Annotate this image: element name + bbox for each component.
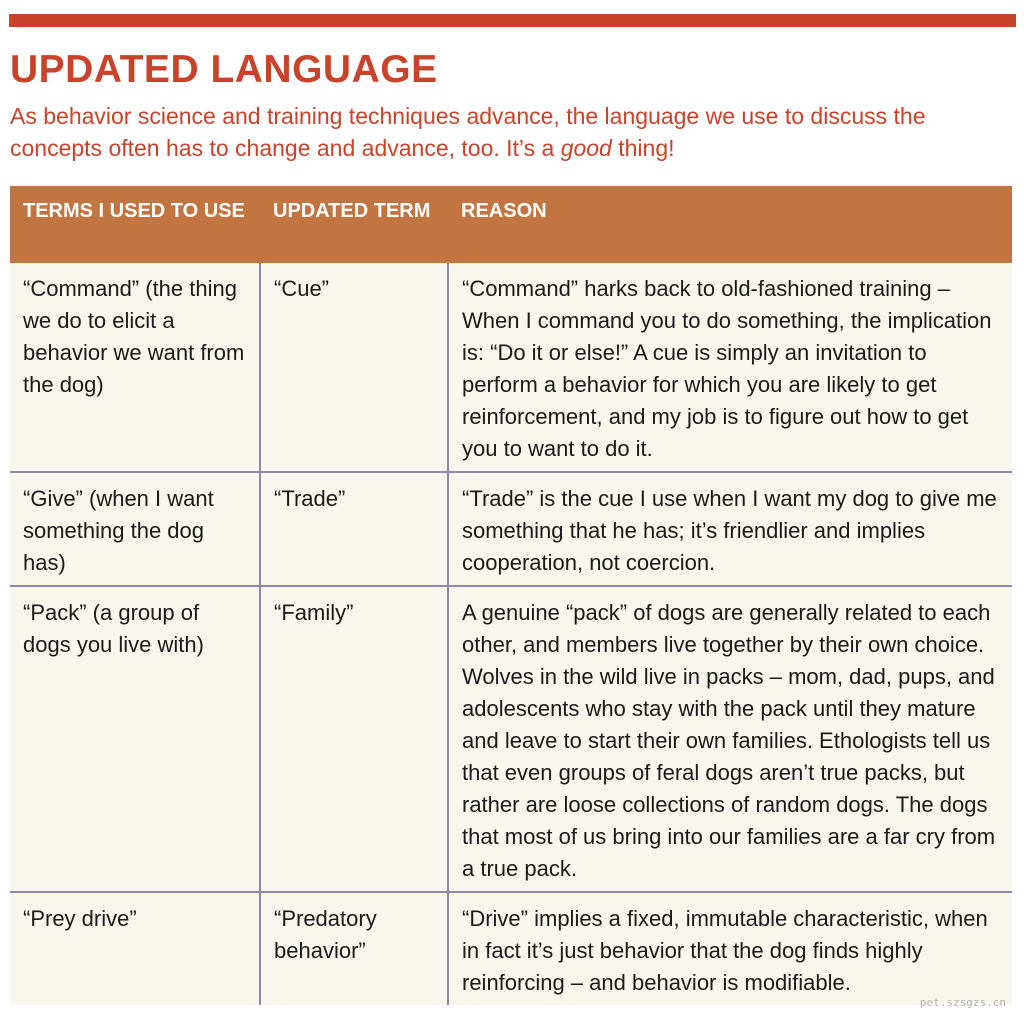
table-row bbox=[10, 263, 1012, 472]
updated-term-cell: “Predatory behavior” bbox=[260, 892, 448, 1005]
header-updated-term: UPDATED TERM bbox=[273, 200, 431, 222]
subtitle-text: As behavior science and training techniques advance, the language we use to discuss the concepts often has to change and advance, too. It’s a bbox=[10, 103, 926, 161]
header-row bbox=[10, 186, 1012, 263]
subtitle-emphasis: good bbox=[560, 135, 612, 161]
table-row bbox=[10, 586, 1012, 892]
header-old-terms: TERMS I USED TO USE bbox=[23, 200, 245, 222]
table-header bbox=[10, 186, 1012, 263]
subtitle-text-end: thing! bbox=[611, 135, 675, 161]
reason-cell: “Trade” is the cue I use when I want my dog to give me something that he has; it’s friendlier and implies cooperation, not coercion. bbox=[448, 472, 1012, 586]
table-row bbox=[10, 472, 1012, 586]
old-term-cell: “Give” (when I want something the dog has) bbox=[10, 472, 260, 586]
page-subtitle bbox=[10, 100, 1000, 164]
updated-term-cell: “Trade” bbox=[260, 472, 448, 586]
updated-term-cell: “Family” bbox=[260, 586, 448, 892]
updated-term-cell: “Cue” bbox=[260, 263, 448, 472]
reason-cell: “Drive” implies a fixed, immutable characteristic, when in fact it’s just behavior that the dog finds highly reinforcing – and behavior is modifiable. bbox=[448, 892, 1012, 1005]
watermark: pet.szsgzs.cn bbox=[919, 996, 1006, 1009]
old-term-cell: “Command” (the thing we do to elicit a behavior we want from the dog) bbox=[10, 263, 260, 472]
page-title: UPDATED LANGUAGE bbox=[10, 48, 438, 91]
table-row bbox=[10, 892, 1012, 1005]
old-term-cell: “Pack” (a group of dogs you live with) bbox=[10, 586, 260, 892]
terms-table bbox=[10, 186, 1012, 1005]
reason-cell: “Command” harks back to old-fashioned training – When I command you to do something, the implication is: “Do it or else!” A cue is simply an invitation to perform a behavior for which you are likely to get reinforcement, and my job is to figure out how to get you to want to do it. bbox=[448, 263, 1012, 472]
header-reason: REASON bbox=[461, 200, 547, 222]
old-term-cell: “Prey drive” bbox=[10, 892, 260, 1005]
reason-cell: A genuine “pack” of dogs are generally related to each other, and members live together by their own choice. Wolves in the wild live in packs – mom, dad, pups, and adolescents who stay with the pack until they mature and leave to start their own families. Ethologists tell us that even groups of feral dogs aren’t true packs, but rather are loose collections of random dogs. The dogs that most of us bring into our families are a far cry from a true pack. bbox=[448, 586, 1012, 892]
top-accent-rule bbox=[9, 14, 1016, 27]
